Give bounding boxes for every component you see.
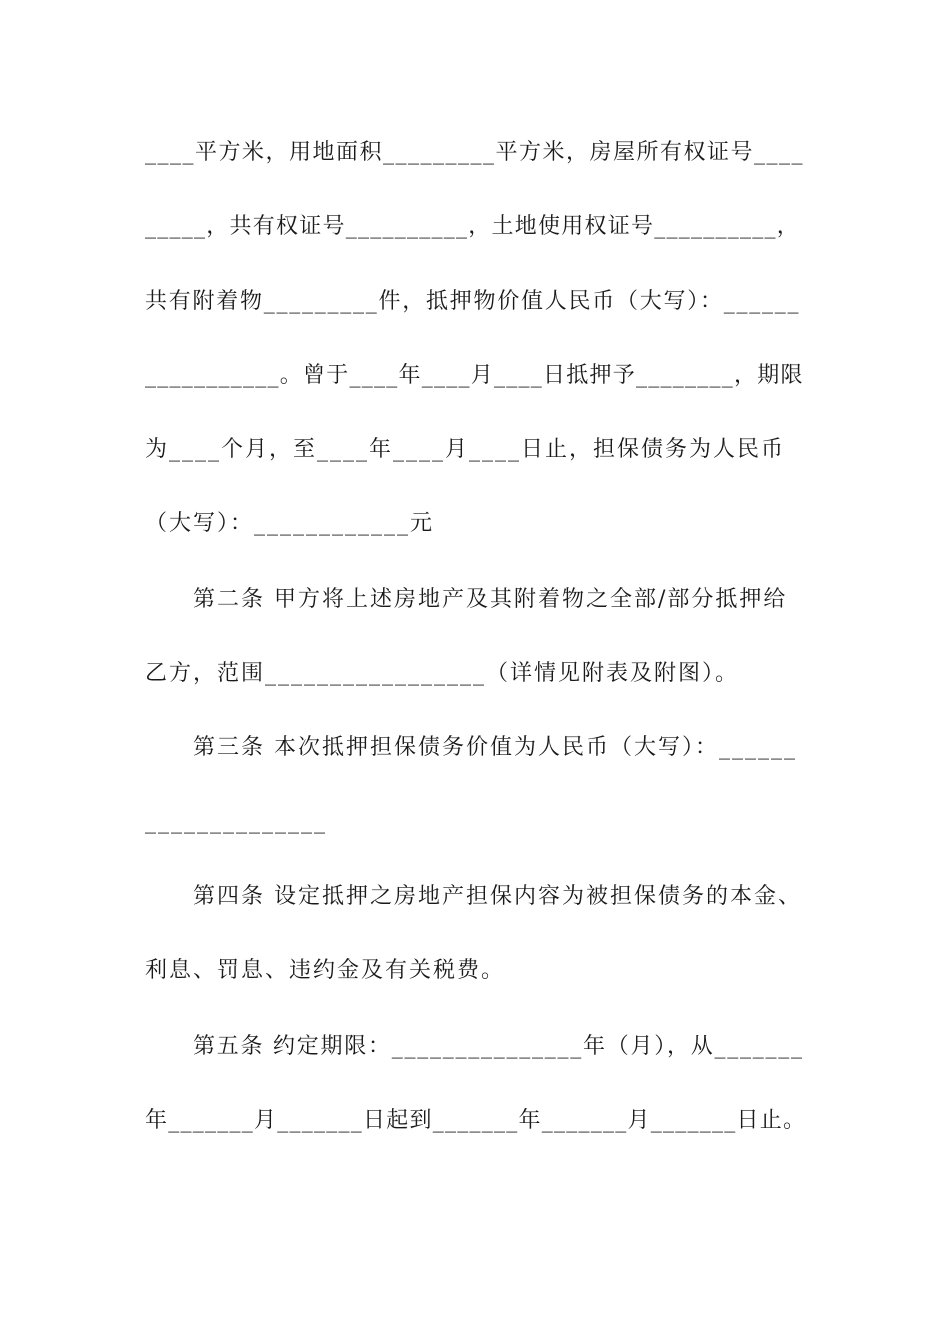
text-line-4: ___________。曾于____年____月____日抵押予________，期限 — [145, 363, 804, 388]
article-4-heading-line: 第四条 设定抵押之房地产担保内容为被担保债务的本金、 — [193, 884, 802, 909]
text-line-5: 为____个月，至____年____月____日止，担保债务为人民币 — [145, 437, 786, 462]
text-line-2: _____，共有权证号__________，土地使用权证号__________， — [145, 214, 801, 239]
text-line-1: ____平方米，用地面积_________平方米，房屋所有权证号____ — [145, 140, 805, 165]
article-2-heading-line: 第二条 甲方将上述房地产及其附着物之全部/部分抵押给 — [193, 587, 788, 612]
text-line-6: （大写）：____________元 — [145, 511, 435, 536]
article-3-heading-line: 第三条 本次抵押担保债务价值为人民币（大写）：______ — [193, 735, 797, 760]
article-5-heading-line: 第五条 约定期限：_______________年（月），从_______ — [193, 1034, 804, 1059]
text-line-8: 乙方，范围_________________（详情见附表及附图）。 — [145, 661, 740, 686]
text-line-3: 共有附着物_________件，抵押物价值人民币（大写）：______ — [145, 289, 801, 314]
text-line-12: 利息、罚息、违约金及有关税费。 — [145, 958, 506, 983]
text-line-10: ______________ — [145, 809, 327, 834]
text-line-14: 年_______月_______日起到_______年_______月_______日止。 — [145, 1108, 807, 1133]
